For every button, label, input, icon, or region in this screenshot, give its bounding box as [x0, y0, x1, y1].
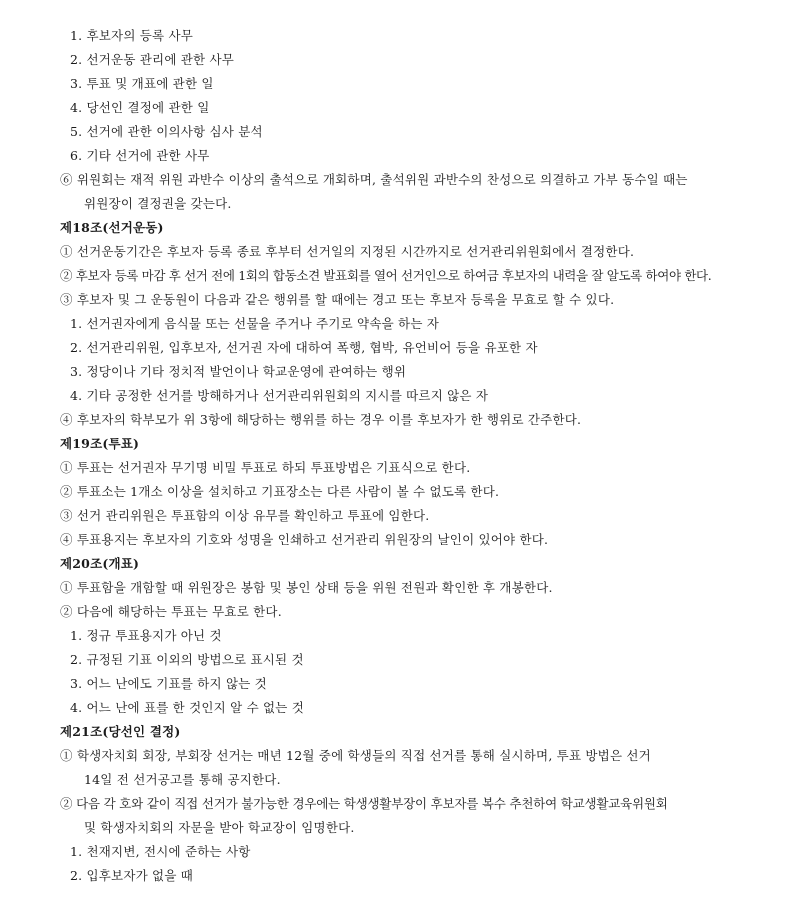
list-item: 1. 정규 투표용지가 아닌 것: [70, 628, 222, 643]
list-item: 2. 입후보자가 없을 때: [70, 868, 194, 883]
clause-paragraph: ③ 선거 관리위원은 투표함의 이상 유무를 확인하고 투표에 임한다.: [60, 508, 430, 523]
clause-paragraph: ① 선거운동기간은 후보자 등록 종료 후부터 선거일의 지정된 시간까지로 선거관리위원회에서 결정한다.: [60, 244, 635, 259]
list-item: 5. 선거에 관한 이의사항 심사 분석: [70, 124, 263, 139]
list-item: 3. 투표 및 개표에 관한 일: [70, 76, 214, 91]
clause-paragraph: ① 학생자치회 회장, 부회장 선거는 매년 12월 중에 학생들의 직접 선거를 통해 실시하며, 투표 방법은 선거: [60, 748, 651, 763]
article-heading: 제21조(당선인 결정): [60, 724, 181, 739]
article-heading: 제19조(투표): [60, 436, 140, 451]
clause-paragraph: ① 투표함을 개함할 때 위원장은 봉함 및 봉인 상태 등을 위원 전원과 확인한 후 개봉한다.: [60, 580, 553, 595]
clause-continuation: 및 학생자치회의 자문을 받아 학교장이 임명한다.: [84, 820, 355, 835]
list-item: 4. 당선인 결정에 관한 일: [70, 100, 210, 115]
list-item: 1. 선거권자에게 음식물 또는 선물을 주거나 주기로 약속을 하는 자: [70, 316, 440, 331]
clause-continuation: 위원장이 결정권을 갖는다.: [84, 196, 232, 211]
clause-paragraph: ② 다음 각 호와 같이 직접 선거가 불가능한 경우에는 학생생활부장이 후보자를 복수 추천하여 학교생활교육위원회: [60, 796, 668, 811]
list-item: 1. 천재지변, 전시에 준하는 사항: [70, 844, 251, 859]
clause-paragraph: ① 투표는 선거권자 무기명 비밀 투표로 하되 투표방법은 기표식으로 한다.: [60, 460, 471, 475]
list-item: 1. 후보자의 등록 사무: [70, 28, 194, 43]
list-item: 2. 선거운동 관리에 관한 사무: [70, 52, 235, 67]
article-heading: 제20조(개표): [60, 556, 140, 571]
clause-paragraph: ② 다음에 해당하는 투표는 무효로 한다.: [60, 604, 282, 619]
list-item: 4. 기타 공정한 선거를 방해하거나 선거관리위원회의 지시를 따르지 않은 자: [70, 388, 489, 403]
clause-paragraph: ④ 후보자의 학부모가 위 3항에 해당하는 행위를 하는 경우 이를 후보자가 한 행위로 간주한다.: [60, 412, 582, 427]
list-item: 4. 어느 난에 표를 한 것인지 알 수 없는 것: [70, 700, 305, 715]
clause-paragraph: ⑥ 위원회는 재적 위원 과반수 이상의 출석으로 개회하며, 출석위원 과반수의 찬성으로 의결하고 가부 동수일 때는: [60, 172, 688, 187]
clause-continuation: 14일 전 선거공고를 통해 공지한다.: [84, 772, 281, 787]
list-item: 3. 어느 난에도 기표를 하지 않는 것: [70, 676, 267, 691]
list-item: 2. 선거관리위원, 입후보자, 선거권 자에 대하여 폭행, 협박, 유언비어 등을 유포한 자: [70, 340, 538, 355]
clause-paragraph: ③ 후보자 및 그 운동원이 다음과 같은 행위를 할 때에는 경고 또는 후보자 등록을 무효로 할 수 있다.: [60, 292, 615, 307]
list-item: 6. 기타 선거에 관한 사무: [70, 148, 210, 163]
list-item: 2. 규정된 기표 이외의 방법으로 표시된 것: [70, 652, 304, 667]
article-heading: 제18조(선거운동): [60, 220, 164, 235]
clause-paragraph: ④ 투표용지는 후보자의 기호와 성명을 인쇄하고 선거관리 위원장의 날인이 있어야 한다.: [60, 532, 549, 547]
clause-paragraph: ② 투표소는 1개소 이상을 설치하고 기표장소는 다른 사람이 볼 수 없도록 한다.: [60, 484, 500, 499]
clause-paragraph: ② 후보자 등록 마감 후 선거 전에 1회의 합동소견 발표회를 열어 선거인으로 하여금 후보자의 내력을 잘 알도록 하여야 한다.: [60, 268, 712, 283]
list-item: 3. 정당이나 기타 정치적 발언이나 학교운영에 관여하는 행위: [70, 364, 407, 379]
